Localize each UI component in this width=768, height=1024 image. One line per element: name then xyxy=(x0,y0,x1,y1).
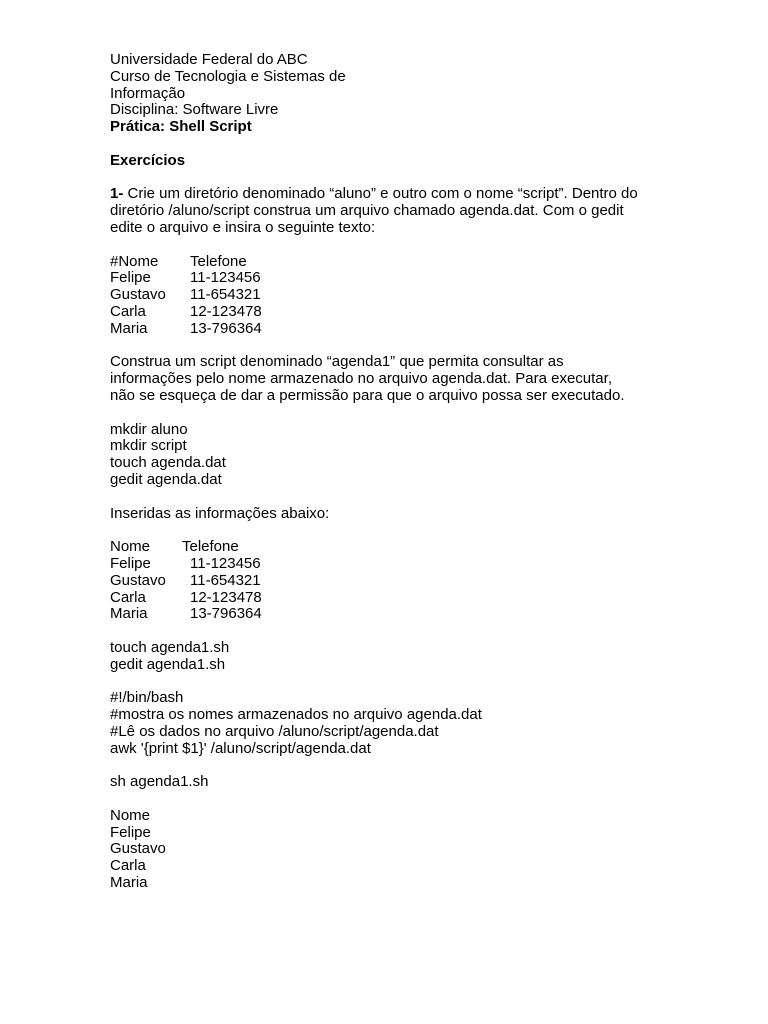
table-row xyxy=(110,287,710,304)
university-name: Universidade Federal do ABC xyxy=(110,51,308,68)
course-name-line2: Informação xyxy=(110,84,186,102)
command-line: gedit agenda.dat xyxy=(110,470,222,488)
cell-phone: 12-123478 xyxy=(190,588,262,606)
column-header-phone: Telefone xyxy=(182,538,239,556)
script-line: #!/bin/bash xyxy=(110,689,184,707)
cell-name: Felipe xyxy=(110,554,151,572)
instruction-line2: informações pelo nome armazenado no arquivo agenda.dat. Para executar, xyxy=(110,370,612,388)
command-line: mkdir script xyxy=(110,437,187,455)
exercise-1-text: Crie um diretório denominado “aluno” e outro com o nome “script”. Dentro do xyxy=(123,185,638,203)
column-header-name: #Nome xyxy=(110,252,159,270)
output-line: Maria xyxy=(110,874,148,892)
section-title: Exercícios xyxy=(110,151,186,169)
instruction-line1: Construa um script denominado “agenda1” que permita consultar as xyxy=(110,353,564,371)
command-line: touch agenda1.sh xyxy=(110,638,230,656)
table-row xyxy=(110,606,710,623)
column-header-phone: Telefone xyxy=(190,252,247,270)
command-line: mkdir aluno xyxy=(110,420,188,438)
table-header-row xyxy=(110,539,710,556)
table-header-row xyxy=(110,254,710,271)
cell-phone: 11-123456 xyxy=(190,554,261,572)
cell-phone: 13-796364 xyxy=(190,605,262,623)
contacts-table-2 xyxy=(110,539,710,623)
table-row xyxy=(110,270,710,287)
document-page xyxy=(110,52,710,892)
script-line: #mostra os nomes armazenados no arquivo agenda.dat xyxy=(110,706,482,724)
table-row xyxy=(110,304,710,321)
output-line: Gustavo xyxy=(110,840,166,858)
cell-name: Felipe xyxy=(110,269,151,287)
column-header-name: Nome xyxy=(110,538,151,556)
table-row xyxy=(110,590,710,607)
output-line: Nome xyxy=(110,806,151,824)
command-line: gedit agenda1.sh xyxy=(110,655,226,673)
course-name-line1: Curso de Tecnologia e Sistemas de xyxy=(110,67,346,85)
script-line: awk '{print $1}' /aluno/script/agenda.dat xyxy=(110,739,371,757)
cell-phone: 11-654321 xyxy=(190,286,261,304)
exercise-1-line1 xyxy=(110,186,710,203)
cell-name: Gustavo xyxy=(110,571,166,589)
cell-phone: 11-123456 xyxy=(190,269,261,287)
inserted-label: Inseridas as informações abaixo: xyxy=(110,504,330,522)
cell-phone: 13-796364 xyxy=(190,319,262,337)
output-line: Carla xyxy=(110,857,146,875)
discipline: Disciplina: Software Livre xyxy=(110,101,279,119)
command-line: touch agenda.dat xyxy=(110,454,226,472)
table-row xyxy=(110,321,710,338)
exercise-1-line3: edite o arquivo e insira o seguinte texto: xyxy=(110,218,376,236)
cell-name: Maria xyxy=(110,605,148,623)
cell-name: Maria xyxy=(110,319,148,337)
script-line: #Lê os dados no arquivo /aluno/script/agenda.dat xyxy=(110,722,439,740)
cell-name: Carla xyxy=(110,588,146,606)
cell-phone: 11-654321 xyxy=(190,571,261,589)
exercise-number: 1- xyxy=(110,185,124,203)
contacts-table-1 xyxy=(110,254,710,338)
practice-title: Prática: Shell Script xyxy=(110,118,252,136)
cell-name: Carla xyxy=(110,302,146,320)
table-row xyxy=(110,556,710,573)
output-line: Felipe xyxy=(110,823,151,841)
table-row xyxy=(110,573,710,590)
run-command: sh agenda1.sh xyxy=(110,773,209,791)
instruction-line3: não se esqueça de dar a permissão para que o arquivo possa ser executado. xyxy=(110,386,625,404)
exercise-1-line2: diretório /aluno/script construa um arquivo chamado agenda.dat. Com o gedit xyxy=(110,202,624,220)
cell-name: Gustavo xyxy=(110,286,166,304)
cell-phone: 12-123478 xyxy=(190,302,262,320)
